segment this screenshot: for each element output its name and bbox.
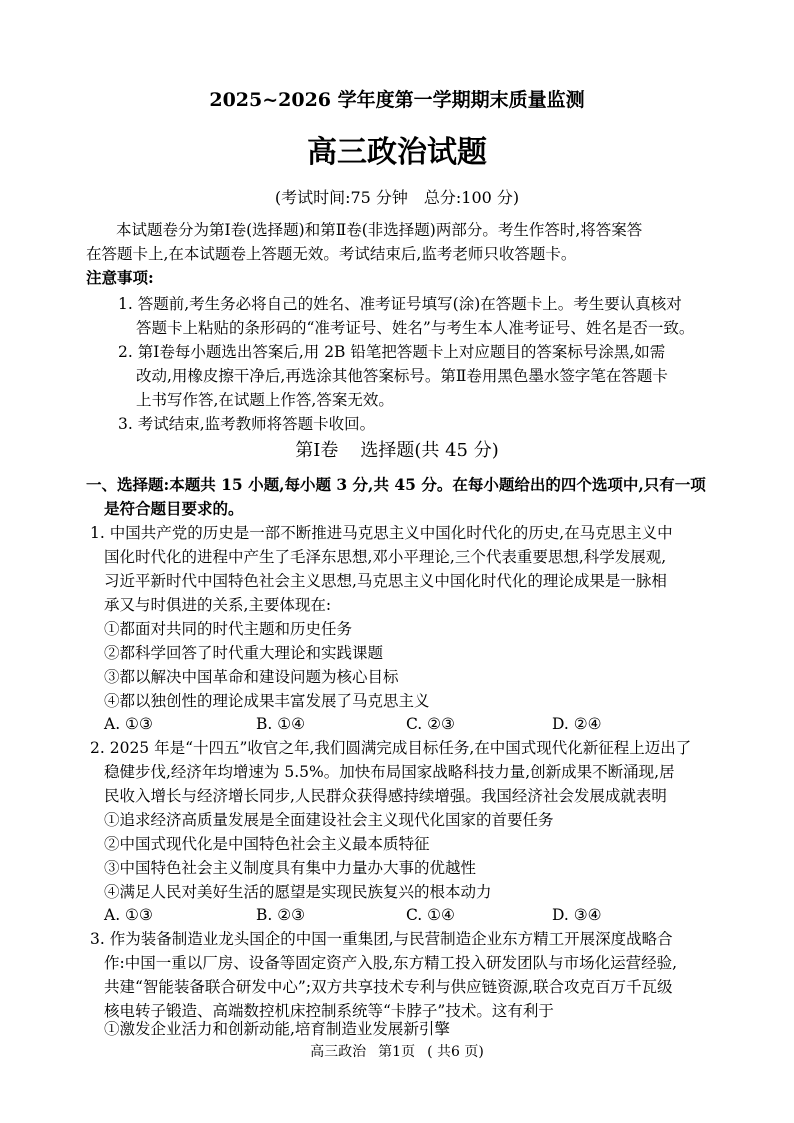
q1-option-d: D. ②④ <box>552 715 602 733</box>
q3-statement-1: ①激发企业活力和创新动能,培育制造业发展新引擎 <box>104 1020 450 1038</box>
note-1-line-1: 1. 答题前,考生务必将自己的姓名、准考证号填写(涂)在答题卡上。考生要认真核对 <box>118 295 682 313</box>
footer-subject: 高三政治 <box>310 1044 367 1060</box>
note-2-line-3: 上书写作答,在试题上作答,答案无效。 <box>136 391 394 409</box>
q1-statement-3: ③都以解决中国革命和建设问题为核心目标 <box>104 668 399 686</box>
section-1-title: 选择题(共 45 分) <box>360 440 499 461</box>
note-2-line-1: 2. 第Ⅰ卷每小题选出答案后,用 2B 铅笔把答题卡上对应题目的答案标号涂黑,如需 <box>118 343 666 361</box>
note-3-line-1: 3. 考试结束,监考教师将答题卡收回。 <box>118 415 376 433</box>
page-footer <box>0 1040 794 1064</box>
q1-option-b: B. ①④ <box>256 715 306 733</box>
section-1-part: 第Ⅰ卷 <box>295 440 339 461</box>
q3-stem-line-4: 核电转子锻造、高端数控机床控制系统等“卡脖子”技术。这有利于 <box>104 1002 554 1020</box>
subject-title: 高三政治试题 <box>307 135 487 170</box>
q1-stem-line-3: 习近平新时代中国特色社会主义思想,马克思主义中国化时代化的理论成果是一脉相 <box>104 572 667 590</box>
q1-stem-line-2: 国化时代化的进程中产生了毛泽东思想,邓小平理论,三个代表重要思想,科学发展观, <box>104 548 667 566</box>
q2-stem-line-1: 2. 2025 年是“十四五”收官之年,我们圆满完成目标任务,在中国式现代化新征程上迈出了 <box>90 739 692 757</box>
section-1-heading <box>0 439 794 463</box>
q2-statement-4: ④满足人民对美好生活的愿望是实现民族复兴的根本动力 <box>104 883 492 901</box>
intro-line-1: 本试题卷分为第Ⅰ卷(选择题)和第Ⅱ卷(非选择题)两部分。考生作答时,将答案答 <box>116 221 643 239</box>
q2-statement-2: ②中国式现代化是中国特色社会主义最本质特征 <box>104 835 430 853</box>
q1-stem-line-1: 1. 中国共产党的历史是一部不断推进马克思主义中国化时代化的历史,在马克思主义中 <box>90 524 673 542</box>
q2-option-a: A. ①③ <box>104 906 153 924</box>
q2-statement-3: ③中国特色社会主义制度具有集中力量办大事的优越性 <box>104 859 477 877</box>
footer-total-pages: ( 共6 页) <box>427 1044 484 1060</box>
section-1-instruction-1: 一、选择题:本题共 15 小题,每小题 3 分,共 45 分。在每小题给出的四个选项中,只有一项 <box>86 475 706 494</box>
q1-option-a: A. ①③ <box>104 715 153 733</box>
exam-time-info: (考试时间:75 分钟 总分:100 分) <box>274 188 520 207</box>
q2-stem-line-2: 稳健步伐,经济年均增速为 5.5%。加快布局国家战略科技力量,创新成果不断涌现,居 <box>104 763 675 781</box>
section-1-instruction-2: 是符合题目要求的。 <box>104 499 244 518</box>
q2-option-b: B. ②③ <box>256 906 306 924</box>
intro-line-2: 在答题卡上,在本试题卷上答题无效。考试结束后,监考老师只收答题卡。 <box>86 245 577 263</box>
note-1-line-2: 答题卡上粘贴的条形码的“准考证号、姓名”与考生本人准考证号、姓名是否一致。 <box>136 319 695 337</box>
footer-page-number: 第1页 <box>378 1044 416 1060</box>
q3-stem-line-2: 作:中国一重以厂房、设备等固定资产入股,东方精工投入研发团队与市场化运营经验, <box>104 954 678 972</box>
q1-statement-1: ①都面对共同的时代主题和历史任务 <box>104 620 353 638</box>
q2-option-c: C. ①④ <box>406 906 455 924</box>
q1-option-c: C. ②③ <box>406 715 455 733</box>
notes-heading: 注意事项: <box>86 268 154 287</box>
note-2-line-2: 改动,用橡皮擦干净后,再选涂其他答案标号。第Ⅱ卷用黑色墨水签字笔在答题卡 <box>136 367 668 385</box>
q3-stem-line-3: 共建“智能装备联合研发中心”;双方共享技术专利与供应链资源,联合攻克百万千瓦级 <box>104 978 673 996</box>
q2-statement-1: ①追求经济高质量发展是全面建设社会主义现代化国家的首要任务 <box>104 811 554 829</box>
q2-option-d: D. ③④ <box>552 906 602 924</box>
q2-stem-line-3: 民收入增长与经济增长同步,人民群众获得感持续增强。我国经济社会发展成就表明 <box>104 787 667 805</box>
q3-stem-line-1: 3. 作为装备制造业龙头国企的中国一重集团,与民营制造企业东方精工开展深度战略合 <box>90 930 673 948</box>
q1-statement-2: ②都科学回答了时代重大理论和实践课题 <box>104 644 384 662</box>
exam-title: 2025~2026 学年度第一学期期末质量监测 <box>209 89 585 111</box>
q1-statement-4: ④都以独创性的理论成果丰富发展了马克思主义 <box>104 692 430 710</box>
q1-stem-line-4: 承又与时俱进的关系,主要体现在: <box>104 596 332 614</box>
